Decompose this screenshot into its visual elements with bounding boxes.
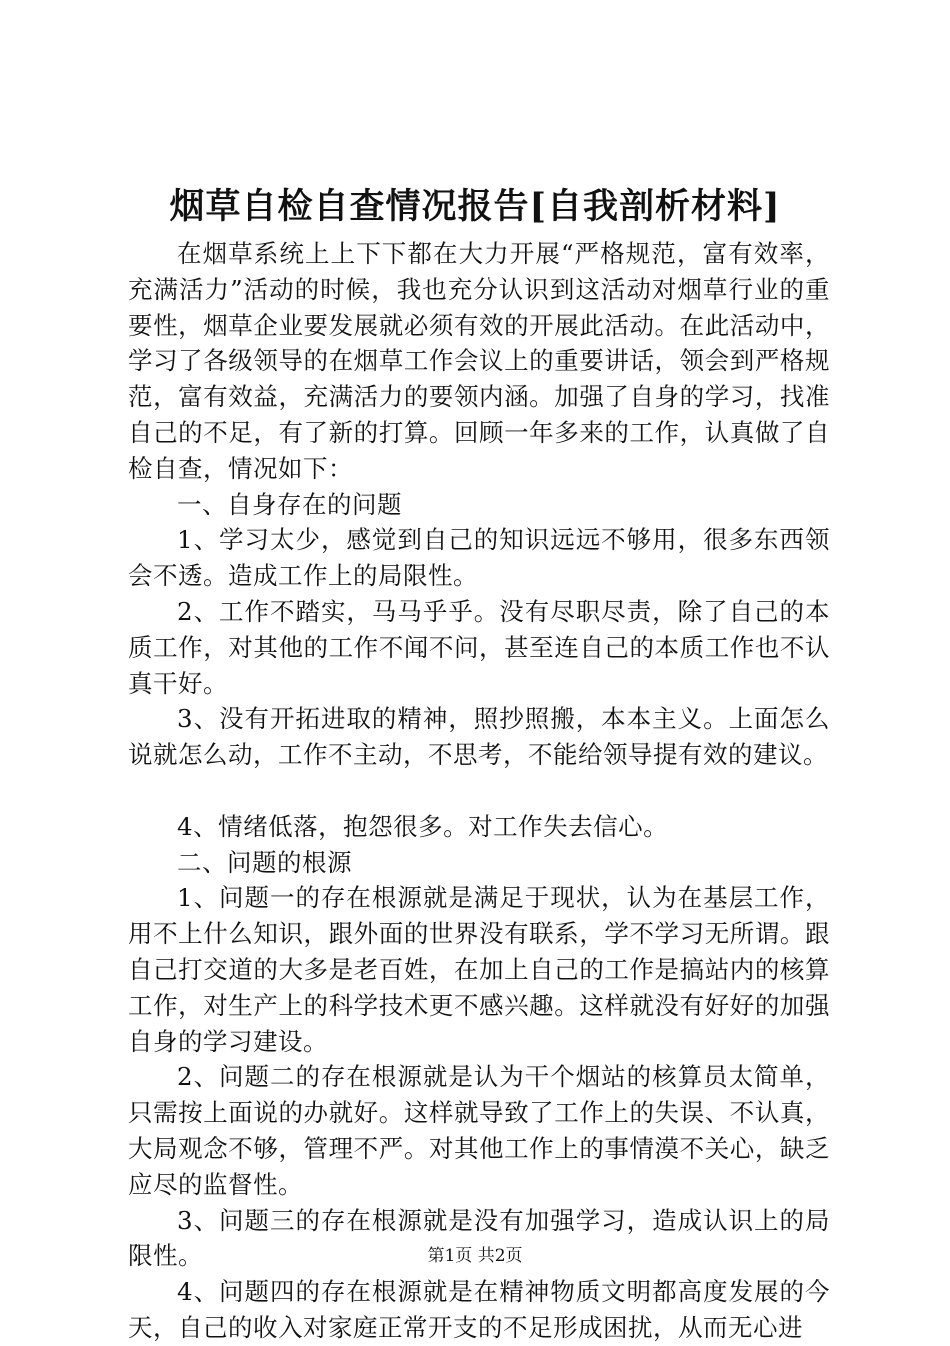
- body-paragraph: 4、问题四的存在根源就是在精神物质文明都高度发展的今天，自己的收入对家庭正常开支的不足形成困扰，从而无心进: [128, 1277, 830, 1342]
- body-paragraph: 在烟草系统上上下下都在大力开展“严格规范，富有效率，充满活力”活动的时候，我也充分认识到这活动对烟草行业的重要性，烟草企业要发展就必须有效的开展此活动。在此活动中，学习了各级领导的在烟草工作会议上的重要讲话，领会到严格规范，富有效益，充满活力的要领内涵。加强了自身的学习，找准自己的不足，有了新的打算。回顾一年多来的工作，认真做了自检自查，情况如下：: [128, 239, 830, 483]
- document-body: [128, 236, 830, 1346]
- body-paragraph: 2、问题二的存在根源就是认为干个烟站的核算员太简单，只需按上面说的办就好。这样就导致了工作上的失误、不认真，大局观念不够，管理不严。对其他工作上的事情漠不关心，缺乏应尽的监督性。: [128, 1062, 830, 1199]
- blank-line: [128, 773, 830, 809]
- body-paragraph: 1、学习太少，感觉到自己的知识远远不够用，很多东西领会不透。造成工作上的局限性。: [128, 525, 830, 591]
- page-number-footer: 第1页 共2页: [427, 1246, 523, 1266]
- document-title: 烟草自检自查情况报告[自我剖析材料]: [169, 186, 781, 227]
- body-paragraph: 4、情绪低落，抱怨很多。对工作失去信心。: [177, 811, 669, 841]
- body-paragraph: 3、没有开拓进取的精神，照抄照搬，本本主义。上面怎么说就怎么动，工作不主动，不思考，不能给领导提有效的建议。: [128, 704, 830, 770]
- section-heading: 一、自身存在的问题: [177, 489, 402, 519]
- section-heading: 二、问题的根源: [177, 847, 352, 877]
- body-paragraph: 1、问题一的存在根源就是满足于现状，认为在基层工作，用不上什么知识，跟外面的世界没有联系，学不学习无所谓。跟自己打交道的大多是老百姓，在加上自己的工作是搞站内的核算工作，对生产上的科学技术更不感兴趣。这样就没有好好的加强自身的学习建设。: [128, 883, 830, 1056]
- body-paragraph: 3、问题三的存在根源就是没有加强学习，造成认识上的局限性。: [128, 1205, 830, 1271]
- body-paragraph: 2、工作不踏实，马马乎乎。没有尽职尽责，除了自己的本质工作，对其他的工作不闻不问，甚至连自己的本质工作也不认真干好。: [128, 596, 830, 698]
